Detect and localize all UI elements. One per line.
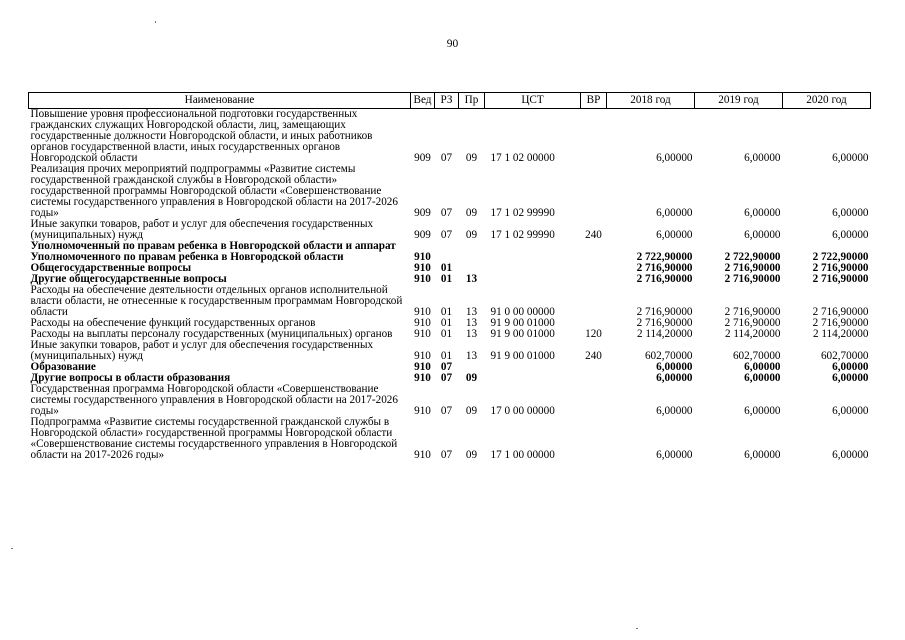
cell-2020: 6,00000 [832, 229, 869, 241]
cell-2019: 2 716,90000 [724, 262, 781, 274]
cell-cst [485, 241, 581, 263]
cell-cst: 91 9 00 01000 [490, 350, 555, 362]
cell-2018: 602,70000 [644, 350, 693, 362]
cell-pr: 13 [465, 306, 478, 318]
cell-ved: 910 [414, 273, 431, 285]
cell-2019: 2 114,20000 [724, 328, 781, 340]
header-2019: 2019 год [695, 93, 783, 109]
budget-table [28, 92, 871, 461]
cell-ved: 909 [414, 207, 431, 219]
cell-rz: 01 [440, 328, 453, 340]
header-pr: Пр [459, 93, 485, 109]
header-vr: ВР [581, 93, 607, 109]
page-number: 90 [446, 38, 459, 50]
cell-name: Расходы на обеспечение функций государственных органов [30, 317, 316, 329]
cell-cst: 17 1 02 99990 [490, 207, 555, 219]
cell-2020: 6,00000 [832, 152, 869, 164]
cell-name: Другие вопросы в области образования [30, 372, 231, 384]
cell-2020: 6,00000 [832, 449, 869, 461]
cell-pr: 13 [465, 350, 478, 362]
cell-2018: 6,00000 [656, 207, 693, 219]
cell-rz: 07 [440, 229, 453, 241]
header-ved: Вед [411, 93, 435, 109]
scan-mark [11, 548, 13, 549]
cell-ved: 910 [414, 372, 431, 384]
cell-2018: 2 114,20000 [636, 328, 693, 340]
cell-ved: 910 [414, 306, 431, 318]
cell-2020: 6,00000 [832, 207, 869, 219]
cell-name: Другие общегосударственные вопросы [30, 273, 227, 285]
cell-ved: 909 [414, 229, 431, 241]
cell-vr [581, 373, 607, 384]
cell-vr: 240 [585, 350, 602, 362]
table-row [29, 164, 871, 219]
cell-vr [581, 362, 607, 373]
cell-rz: 01 [440, 350, 453, 362]
cell-2018: 2 722,90000 [636, 251, 693, 263]
cell-2019: 2 716,90000 [724, 306, 781, 318]
cell-ved: 910 [414, 405, 431, 417]
cell-ved: 910 [414, 361, 431, 373]
cell-2020: 2 114,20000 [812, 328, 869, 340]
cell-vr [581, 109, 607, 165]
cell-name: Подпрограмма «Развитие системы государственной гражданской службы в Новгородской области» государственной программы Новгородской области «Совершенствование системы государственного управления в Новгородской области на 2017-2026 годы» [30, 416, 398, 461]
cell-cst: 17 0 00 00000 [490, 405, 555, 417]
cell-2020: 6,00000 [832, 361, 869, 373]
cell-name: Иные закупки товаров, работ и услуг для обеспечения государственных (муниципальных) нужд [30, 218, 374, 241]
cell-2018: 6,00000 [656, 229, 693, 241]
cell-2019: 6,00000 [744, 405, 781, 417]
table-body [29, 109, 871, 462]
cell-vr [581, 417, 607, 461]
cell-cst: 17 1 02 00000 [490, 152, 555, 164]
header-2018: 2018 год [607, 93, 695, 109]
cell-2019: 602,70000 [732, 350, 781, 362]
cell-vr [581, 384, 607, 417]
cell-cst [485, 362, 581, 373]
cell-name: Повышение уровня профессиональной подготовки государственных гражданских служащих Новгородской области, лиц, замещающих государственные должности Новгородской области, и иных работников органов государственной власти, иных государственных органов Новгородской области [30, 108, 373, 164]
cell-2019: 6,00000 [744, 229, 781, 241]
header-2020: 2020 год [783, 93, 871, 109]
cell-rz [435, 241, 459, 263]
cell-cst [485, 373, 581, 384]
cell-2018: 6,00000 [656, 361, 693, 373]
table-row [29, 219, 871, 241]
cell-rz: 01 [440, 262, 453, 274]
header-rz: РЗ [435, 93, 459, 109]
cell-cst: 17 1 00 00000 [490, 449, 555, 461]
cell-rz: 07 [440, 361, 453, 373]
cell-cst [485, 263, 581, 274]
cell-vr [581, 274, 607, 285]
cell-vr [581, 241, 607, 263]
cell-rz: 07 [440, 152, 453, 164]
cell-name: Расходы на обеспечение деятельности отдельных органов исполнительной власти области, не отнесенные к государственным программам Новгородской области [30, 284, 403, 318]
cell-2020: 6,00000 [832, 372, 869, 384]
cell-rz: 07 [440, 372, 453, 384]
cell-2020: 2 722,90000 [812, 251, 869, 263]
cell-rz: 01 [440, 306, 453, 318]
cell-name: Расходы на выплаты персоналу государственных (муниципальных) органов [30, 328, 393, 340]
table-row [29, 384, 871, 417]
cell-2018: 6,00000 [656, 372, 693, 384]
cell-2018: 2 716,90000 [636, 262, 693, 274]
cell-cst: 17 1 02 99990 [490, 229, 555, 241]
cell-vr [581, 285, 607, 318]
cell-name: Иные закупки товаров, работ и услуг для обеспечения государственных (муниципальных) нужд [30, 339, 374, 362]
cell-name: Общегосударственные вопросы [30, 262, 192, 274]
cell-2019: 6,00000 [744, 207, 781, 219]
cell-name: Реализация прочих мероприятий подпрограммы «Развитие системы государственной гражданской службы в Новгородской области» государственной программы Новгородской области «Совершенствование системы государственного управления в Новгородской области на 2017-2026 годы» [30, 163, 398, 219]
cell-2019: 6,00000 [744, 449, 781, 461]
cell-ved: 910 [414, 317, 431, 329]
cell-cst: 91 9 00 01000 [490, 317, 555, 329]
table-row [29, 109, 871, 165]
cell-2018: 2 716,90000 [636, 306, 693, 318]
cell-pr: 09 [465, 229, 478, 241]
cell-ved: 909 [414, 152, 431, 164]
cell-2018: 6,00000 [656, 405, 693, 417]
scan-mark [155, 21, 156, 23]
budget-table-container [28, 92, 870, 461]
header-cst: ЦСТ [485, 93, 581, 109]
header-name: Наименование [29, 93, 411, 109]
cell-ved: 910 [414, 251, 431, 263]
cell-2018: 6,00000 [656, 449, 693, 461]
cell-name: Образование [30, 361, 96, 373]
table-row [29, 417, 871, 461]
cell-rz: 07 [440, 449, 453, 461]
cell-2020: 2 716,90000 [812, 306, 869, 318]
cell-2020: 6,00000 [832, 405, 869, 417]
cell-2018: 2 716,90000 [636, 317, 693, 329]
cell-vr: 120 [585, 328, 602, 340]
cell-ved: 910 [414, 449, 431, 461]
cell-pr: 09 [465, 449, 478, 461]
cell-2020: 2 716,90000 [812, 317, 869, 329]
cell-name: Уполномоченный по правам ребенка в Новгородской области и аппарат Уполномоченного по правам ребенка в Новгородской области [30, 240, 396, 263]
cell-cst [485, 274, 581, 285]
cell-2019: 6,00000 [744, 152, 781, 164]
cell-ved: 910 [414, 350, 431, 362]
cell-2019: 6,00000 [744, 361, 781, 373]
cell-vr [581, 263, 607, 274]
table-row [29, 285, 871, 318]
cell-ved: 910 [414, 262, 431, 274]
cell-rz: 01 [440, 317, 453, 329]
cell-pr [459, 241, 485, 263]
cell-2019: 2 716,90000 [724, 317, 781, 329]
scan-mark [636, 628, 638, 629]
cell-ved: 910 [414, 328, 431, 340]
cell-2020: 602,70000 [820, 350, 869, 362]
cell-rz: 07 [440, 207, 453, 219]
table-row [29, 241, 871, 263]
cell-2019: 2 716,90000 [724, 273, 781, 285]
cell-2019: 6,00000 [744, 372, 781, 384]
cell-2018: 6,00000 [656, 152, 693, 164]
table-row [29, 340, 871, 362]
cell-cst: 91 9 00 01000 [490, 328, 555, 340]
cell-rz: 01 [440, 273, 453, 285]
cell-pr: 13 [465, 328, 478, 340]
cell-rz: 07 [440, 405, 453, 417]
cell-pr: 13 [465, 317, 478, 329]
cell-pr: 09 [465, 372, 478, 384]
cell-name: Государственная программа Новгородской области «Совершенствование системы государственного управления в Новгородской области на 2017-2026 годы» [30, 383, 398, 417]
cell-vr [581, 164, 607, 219]
cell-2020: 2 716,90000 [812, 262, 869, 274]
cell-pr: 13 [465, 273, 478, 285]
cell-2019: 2 722,90000 [724, 251, 781, 263]
cell-pr: 09 [465, 207, 478, 219]
cell-pr: 09 [465, 405, 478, 417]
cell-2020: 2 716,90000 [812, 273, 869, 285]
cell-pr: 09 [465, 152, 478, 164]
table-header [29, 93, 871, 109]
cell-cst: 91 0 00 00000 [490, 306, 555, 318]
cell-2018: 2 716,90000 [636, 273, 693, 285]
cell-vr: 240 [585, 229, 602, 241]
